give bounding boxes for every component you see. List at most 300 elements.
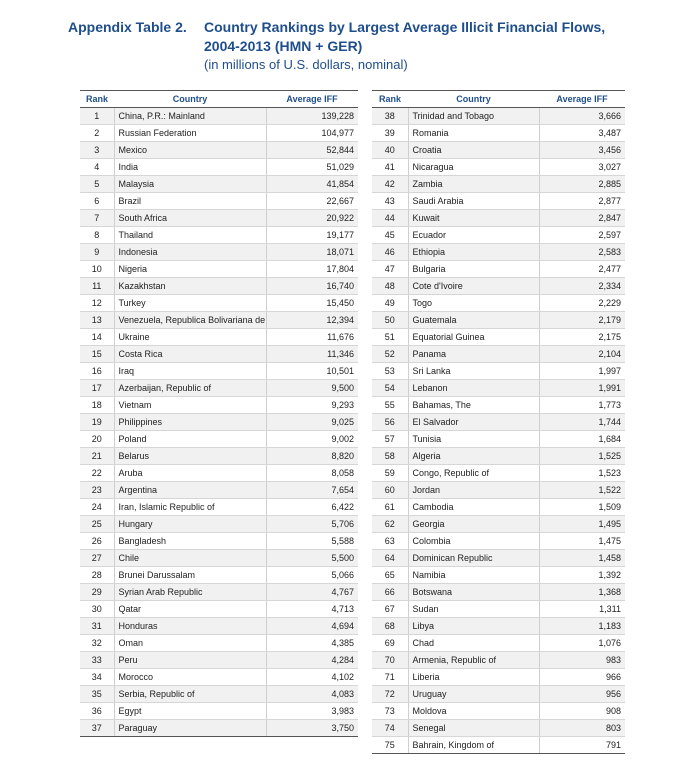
country-cell: Iraq	[114, 363, 266, 380]
rank-cell: 40	[372, 142, 408, 159]
average-iff-cell: 908	[539, 703, 625, 720]
table-row	[372, 737, 625, 754]
table-row	[80, 414, 358, 431]
average-iff-cell: 6,422	[266, 499, 358, 516]
table-row	[80, 669, 358, 686]
average-iff-cell: 11,346	[266, 346, 358, 363]
country-cell: Armenia, Republic of	[408, 652, 539, 669]
country-cell: Bulgaria	[408, 261, 539, 278]
table-row	[80, 329, 358, 346]
table-row	[80, 567, 358, 584]
country-cell: Liberia	[408, 669, 539, 686]
table-row	[372, 431, 625, 448]
rank-cell: 24	[80, 499, 114, 516]
rank-cell: 13	[80, 312, 114, 329]
average-iff-cell: 803	[539, 720, 625, 737]
rank-cell: 45	[372, 227, 408, 244]
average-iff-cell: 2,179	[539, 312, 625, 329]
country-cell: Sudan	[408, 601, 539, 618]
rank-cell: 46	[372, 244, 408, 261]
average-iff-cell: 5,066	[266, 567, 358, 584]
table-row	[80, 635, 358, 652]
rank-cell: 55	[372, 397, 408, 414]
country-cell: Kuwait	[408, 210, 539, 227]
table-row	[372, 397, 625, 414]
rank-cell: 25	[80, 516, 114, 533]
rank-cell: 37	[80, 720, 114, 737]
table-title-block	[68, 18, 668, 74]
table-row	[372, 108, 625, 125]
rank-cell: 60	[372, 482, 408, 499]
average-iff-cell: 41,854	[266, 176, 358, 193]
appendix-label: Appendix Table 2.	[68, 19, 187, 35]
table-row	[80, 125, 358, 142]
rank-cell: 47	[372, 261, 408, 278]
country-cell: Nicaragua	[408, 159, 539, 176]
table-row	[372, 482, 625, 499]
rank-cell: 10	[80, 261, 114, 278]
rank-cell: 4	[80, 159, 114, 176]
table-row	[372, 329, 625, 346]
average-iff-cell: 966	[539, 669, 625, 686]
average-iff-cell: 18,071	[266, 244, 358, 261]
average-iff-cell: 9,002	[266, 431, 358, 448]
table-row	[80, 533, 358, 550]
country-cell: Turkey	[114, 295, 266, 312]
table-row	[80, 686, 358, 703]
country-cell: India	[114, 159, 266, 176]
table-row	[372, 618, 625, 635]
country-cell: Libya	[408, 618, 539, 635]
rank-cell: 5	[80, 176, 114, 193]
average-iff-cell: 2,583	[539, 244, 625, 261]
table-row	[372, 465, 625, 482]
average-iff-cell: 2,334	[539, 278, 625, 295]
header-rank: Rank	[80, 91, 114, 108]
table-row	[80, 346, 358, 363]
rank-cell: 41	[372, 159, 408, 176]
average-iff-cell: 4,083	[266, 686, 358, 703]
average-iff-cell: 1,311	[539, 601, 625, 618]
average-iff-cell: 11,676	[266, 329, 358, 346]
rank-cell: 63	[372, 533, 408, 550]
average-iff-cell: 1,392	[539, 567, 625, 584]
rank-cell: 70	[372, 652, 408, 669]
country-cell: Cote d'Ivoire	[408, 278, 539, 295]
average-iff-cell: 1,991	[539, 380, 625, 397]
country-cell: Jordan	[408, 482, 539, 499]
average-iff-cell: 8,820	[266, 448, 358, 465]
average-iff-cell: 3,983	[266, 703, 358, 720]
rank-cell: 22	[80, 465, 114, 482]
average-iff-cell: 3,027	[539, 159, 625, 176]
table-row	[80, 244, 358, 261]
rank-cell: 28	[80, 567, 114, 584]
country-cell: Panama	[408, 346, 539, 363]
rank-cell: 67	[372, 601, 408, 618]
country-cell: Qatar	[114, 601, 266, 618]
title-line-1: Country Rankings by Largest Average Illicit Financial Flows,	[204, 19, 606, 35]
table-row	[372, 261, 625, 278]
table-row	[80, 618, 358, 635]
country-cell: Senegal	[408, 720, 539, 737]
average-iff-cell: 22,667	[266, 193, 358, 210]
rank-cell: 2	[80, 125, 114, 142]
table-row	[372, 703, 625, 720]
country-cell: Thailand	[114, 227, 266, 244]
country-cell: Uruguay	[408, 686, 539, 703]
table-header-row	[80, 91, 358, 108]
country-cell: Hungary	[114, 516, 266, 533]
table-row	[372, 669, 625, 686]
rank-cell: 72	[372, 686, 408, 703]
country-cell: Mexico	[114, 142, 266, 159]
rank-cell: 44	[372, 210, 408, 227]
table-row	[80, 550, 358, 567]
rank-cell: 26	[80, 533, 114, 550]
country-cell: Peru	[114, 652, 266, 669]
table-row	[80, 448, 358, 465]
table-row	[372, 550, 625, 567]
country-cell: Botswana	[408, 584, 539, 601]
country-cell: Poland	[114, 431, 266, 448]
rank-cell: 58	[372, 448, 408, 465]
table-row	[80, 159, 358, 176]
country-cell: Algeria	[408, 448, 539, 465]
title-text	[204, 18, 605, 74]
rank-cell: 33	[80, 652, 114, 669]
table-row	[80, 278, 358, 295]
table-row	[80, 142, 358, 159]
average-iff-cell: 51,029	[266, 159, 358, 176]
rank-cell: 36	[80, 703, 114, 720]
average-iff-cell: 1,773	[539, 397, 625, 414]
average-iff-cell: 2,597	[539, 227, 625, 244]
rank-cell: 9	[80, 244, 114, 261]
header-average-iff: Average IFF	[539, 91, 625, 108]
average-iff-cell: 8,058	[266, 465, 358, 482]
rank-cell: 48	[372, 278, 408, 295]
rank-cell: 30	[80, 601, 114, 618]
average-iff-cell: 1,076	[539, 635, 625, 652]
table-row	[372, 652, 625, 669]
table-row	[372, 499, 625, 516]
rank-cell: 61	[372, 499, 408, 516]
average-iff-cell: 4,713	[266, 601, 358, 618]
rank-cell: 17	[80, 380, 114, 397]
rank-cell: 73	[372, 703, 408, 720]
rank-cell: 20	[80, 431, 114, 448]
table-row	[372, 142, 625, 159]
average-iff-cell: 20,922	[266, 210, 358, 227]
rank-cell: 62	[372, 516, 408, 533]
rank-cell: 3	[80, 142, 114, 159]
country-cell: Georgia	[408, 516, 539, 533]
title-subtitle: (in millions of U.S. dollars, nominal)	[204, 57, 408, 72]
country-cell: Sri Lanka	[408, 363, 539, 380]
table-row	[80, 584, 358, 601]
average-iff-cell: 15,450	[266, 295, 358, 312]
country-cell: Colombia	[408, 533, 539, 550]
table-row	[80, 227, 358, 244]
table-row	[80, 193, 358, 210]
country-cell: El Salvador	[408, 414, 539, 431]
country-cell: Lebanon	[408, 380, 539, 397]
country-cell: Aruba	[114, 465, 266, 482]
table-row	[80, 499, 358, 516]
country-cell: Bangladesh	[114, 533, 266, 550]
table-row	[372, 448, 625, 465]
rank-cell: 66	[372, 584, 408, 601]
rank-cell: 74	[372, 720, 408, 737]
country-cell: Indonesia	[114, 244, 266, 261]
country-cell: China, P.R.: Mainland	[114, 108, 266, 125]
rank-cell: 75	[372, 737, 408, 754]
rank-cell: 68	[372, 618, 408, 635]
average-iff-cell: 19,177	[266, 227, 358, 244]
rank-cell: 1	[80, 108, 114, 125]
country-cell: Honduras	[114, 618, 266, 635]
country-cell: Argentina	[114, 482, 266, 499]
rank-cell: 29	[80, 584, 114, 601]
country-cell: Iran, Islamic Republic of	[114, 499, 266, 516]
title-line-2: 2004-2013 (HMN + GER)	[204, 38, 363, 54]
average-iff-cell: 139,228	[266, 108, 358, 125]
table-row	[80, 380, 358, 397]
table-row	[372, 125, 625, 142]
rank-cell: 39	[372, 125, 408, 142]
country-cell: South Africa	[114, 210, 266, 227]
table-row	[80, 397, 358, 414]
rank-cell: 65	[372, 567, 408, 584]
rank-cell: 34	[80, 669, 114, 686]
rank-cell: 31	[80, 618, 114, 635]
table-row	[80, 363, 358, 380]
table-row	[372, 533, 625, 550]
table-row	[372, 516, 625, 533]
country-cell: Congo, Republic of	[408, 465, 539, 482]
rank-cell: 21	[80, 448, 114, 465]
rank-cell: 51	[372, 329, 408, 346]
table-row	[80, 703, 358, 720]
country-cell: Ecuador	[408, 227, 539, 244]
table-row	[80, 516, 358, 533]
table-row	[80, 652, 358, 669]
rank-cell: 38	[372, 108, 408, 125]
table-row	[372, 295, 625, 312]
rank-cell: 14	[80, 329, 114, 346]
average-iff-cell: 3,666	[539, 108, 625, 125]
country-cell: Russian Federation	[114, 125, 266, 142]
average-iff-cell: 1,684	[539, 431, 625, 448]
average-iff-cell: 5,588	[266, 533, 358, 550]
country-cell: Moldova	[408, 703, 539, 720]
average-iff-cell: 104,977	[266, 125, 358, 142]
country-cell: Belarus	[114, 448, 266, 465]
table-body-right	[372, 108, 625, 754]
country-cell: Cambodia	[408, 499, 539, 516]
average-iff-cell: 2,104	[539, 346, 625, 363]
average-iff-cell: 4,284	[266, 652, 358, 669]
table-row	[372, 159, 625, 176]
average-iff-cell: 3,487	[539, 125, 625, 142]
table-row	[372, 380, 625, 397]
average-iff-cell: 5,500	[266, 550, 358, 567]
average-iff-cell: 12,394	[266, 312, 358, 329]
country-cell: Dominican Republic	[408, 550, 539, 567]
average-iff-cell: 4,694	[266, 618, 358, 635]
rank-cell: 19	[80, 414, 114, 431]
table-row	[372, 363, 625, 380]
average-iff-cell: 16,740	[266, 278, 358, 295]
country-cell: Chad	[408, 635, 539, 652]
country-cell: Zambia	[408, 176, 539, 193]
table-row	[372, 227, 625, 244]
country-cell: Azerbaijan, Republic of	[114, 380, 266, 397]
country-cell: Ethiopia	[408, 244, 539, 261]
rank-cell: 15	[80, 346, 114, 363]
table-row	[80, 261, 358, 278]
country-cell: Serbia, Republic of	[114, 686, 266, 703]
rank-cell: 32	[80, 635, 114, 652]
country-cell: Egypt	[114, 703, 266, 720]
average-iff-cell: 9,293	[266, 397, 358, 414]
country-cell: Venezuela, Republica Bolivariana de	[114, 312, 266, 329]
rank-cell: 64	[372, 550, 408, 567]
rankings-table-right	[372, 90, 625, 754]
average-iff-cell: 983	[539, 652, 625, 669]
country-cell: Costa Rica	[114, 346, 266, 363]
average-iff-cell: 1,523	[539, 465, 625, 482]
table-row	[372, 278, 625, 295]
rank-cell: 23	[80, 482, 114, 499]
country-cell: Saudi Arabia	[408, 193, 539, 210]
country-cell: Chile	[114, 550, 266, 567]
table-row	[372, 244, 625, 261]
rankings-table-left	[80, 90, 358, 737]
rank-cell: 42	[372, 176, 408, 193]
rank-cell: 6	[80, 193, 114, 210]
table-row	[372, 414, 625, 431]
average-iff-cell: 1,368	[539, 584, 625, 601]
rank-cell: 27	[80, 550, 114, 567]
table-row	[80, 312, 358, 329]
country-cell: Nigeria	[114, 261, 266, 278]
table-row	[372, 346, 625, 363]
rank-cell: 16	[80, 363, 114, 380]
country-cell: Kazakhstan	[114, 278, 266, 295]
header-average-iff: Average IFF	[266, 91, 358, 108]
table-row	[372, 176, 625, 193]
table-row	[372, 312, 625, 329]
table-row	[372, 210, 625, 227]
table-row	[80, 176, 358, 193]
table-row	[372, 567, 625, 584]
table-row	[80, 295, 358, 312]
country-cell: Philippines	[114, 414, 266, 431]
table-row	[372, 720, 625, 737]
average-iff-cell: 52,844	[266, 142, 358, 159]
table-row	[80, 210, 358, 227]
average-iff-cell: 1,525	[539, 448, 625, 465]
table-row	[80, 482, 358, 499]
average-iff-cell: 2,885	[539, 176, 625, 193]
table-body-left	[80, 108, 358, 737]
average-iff-cell: 2,847	[539, 210, 625, 227]
rank-cell: 35	[80, 686, 114, 703]
country-cell: Bahrain, Kingdom of	[408, 737, 539, 754]
average-iff-cell: 1,522	[539, 482, 625, 499]
average-iff-cell: 3,456	[539, 142, 625, 159]
table-row	[372, 601, 625, 618]
country-cell: Trinidad and Tobago	[408, 108, 539, 125]
rank-cell: 49	[372, 295, 408, 312]
country-cell: Oman	[114, 635, 266, 652]
rank-cell: 18	[80, 397, 114, 414]
table-row	[80, 720, 358, 737]
rank-cell: 69	[372, 635, 408, 652]
rank-cell: 50	[372, 312, 408, 329]
average-iff-cell: 2,877	[539, 193, 625, 210]
average-iff-cell: 1,183	[539, 618, 625, 635]
average-iff-cell: 2,229	[539, 295, 625, 312]
rank-cell: 43	[372, 193, 408, 210]
average-iff-cell: 956	[539, 686, 625, 703]
average-iff-cell: 3,750	[266, 720, 358, 737]
table-row	[80, 601, 358, 618]
average-iff-cell: 4,102	[266, 669, 358, 686]
rank-cell: 52	[372, 346, 408, 363]
title-row	[68, 18, 668, 74]
average-iff-cell: 1,458	[539, 550, 625, 567]
country-cell: Ukraine	[114, 329, 266, 346]
average-iff-cell: 5,706	[266, 516, 358, 533]
table-row	[80, 465, 358, 482]
table-row	[372, 584, 625, 601]
rank-cell: 11	[80, 278, 114, 295]
table-row	[372, 193, 625, 210]
average-iff-cell: 1,495	[539, 516, 625, 533]
table-row	[80, 431, 358, 448]
average-iff-cell: 2,175	[539, 329, 625, 346]
country-cell: Romania	[408, 125, 539, 142]
rank-cell: 56	[372, 414, 408, 431]
country-cell: Syrian Arab Republic	[114, 584, 266, 601]
country-cell: Togo	[408, 295, 539, 312]
rank-cell: 54	[372, 380, 408, 397]
average-iff-cell: 17,804	[266, 261, 358, 278]
country-cell: Malaysia	[114, 176, 266, 193]
country-cell: Equatorial Guinea	[408, 329, 539, 346]
average-iff-cell: 9,025	[266, 414, 358, 431]
average-iff-cell: 1,475	[539, 533, 625, 550]
rank-cell: 12	[80, 295, 114, 312]
header-country: Country	[408, 91, 539, 108]
average-iff-cell: 9,500	[266, 380, 358, 397]
rank-cell: 57	[372, 431, 408, 448]
header-country: Country	[114, 91, 266, 108]
average-iff-cell: 1,509	[539, 499, 625, 516]
rank-cell: 71	[372, 669, 408, 686]
country-cell: Paraguay	[114, 720, 266, 737]
country-cell: Brunei Darussalam	[114, 567, 266, 584]
table-header-row	[372, 91, 625, 108]
country-cell: Brazil	[114, 193, 266, 210]
country-cell: Namibia	[408, 567, 539, 584]
rank-cell: 8	[80, 227, 114, 244]
average-iff-cell: 791	[539, 737, 625, 754]
country-cell: Guatemala	[408, 312, 539, 329]
